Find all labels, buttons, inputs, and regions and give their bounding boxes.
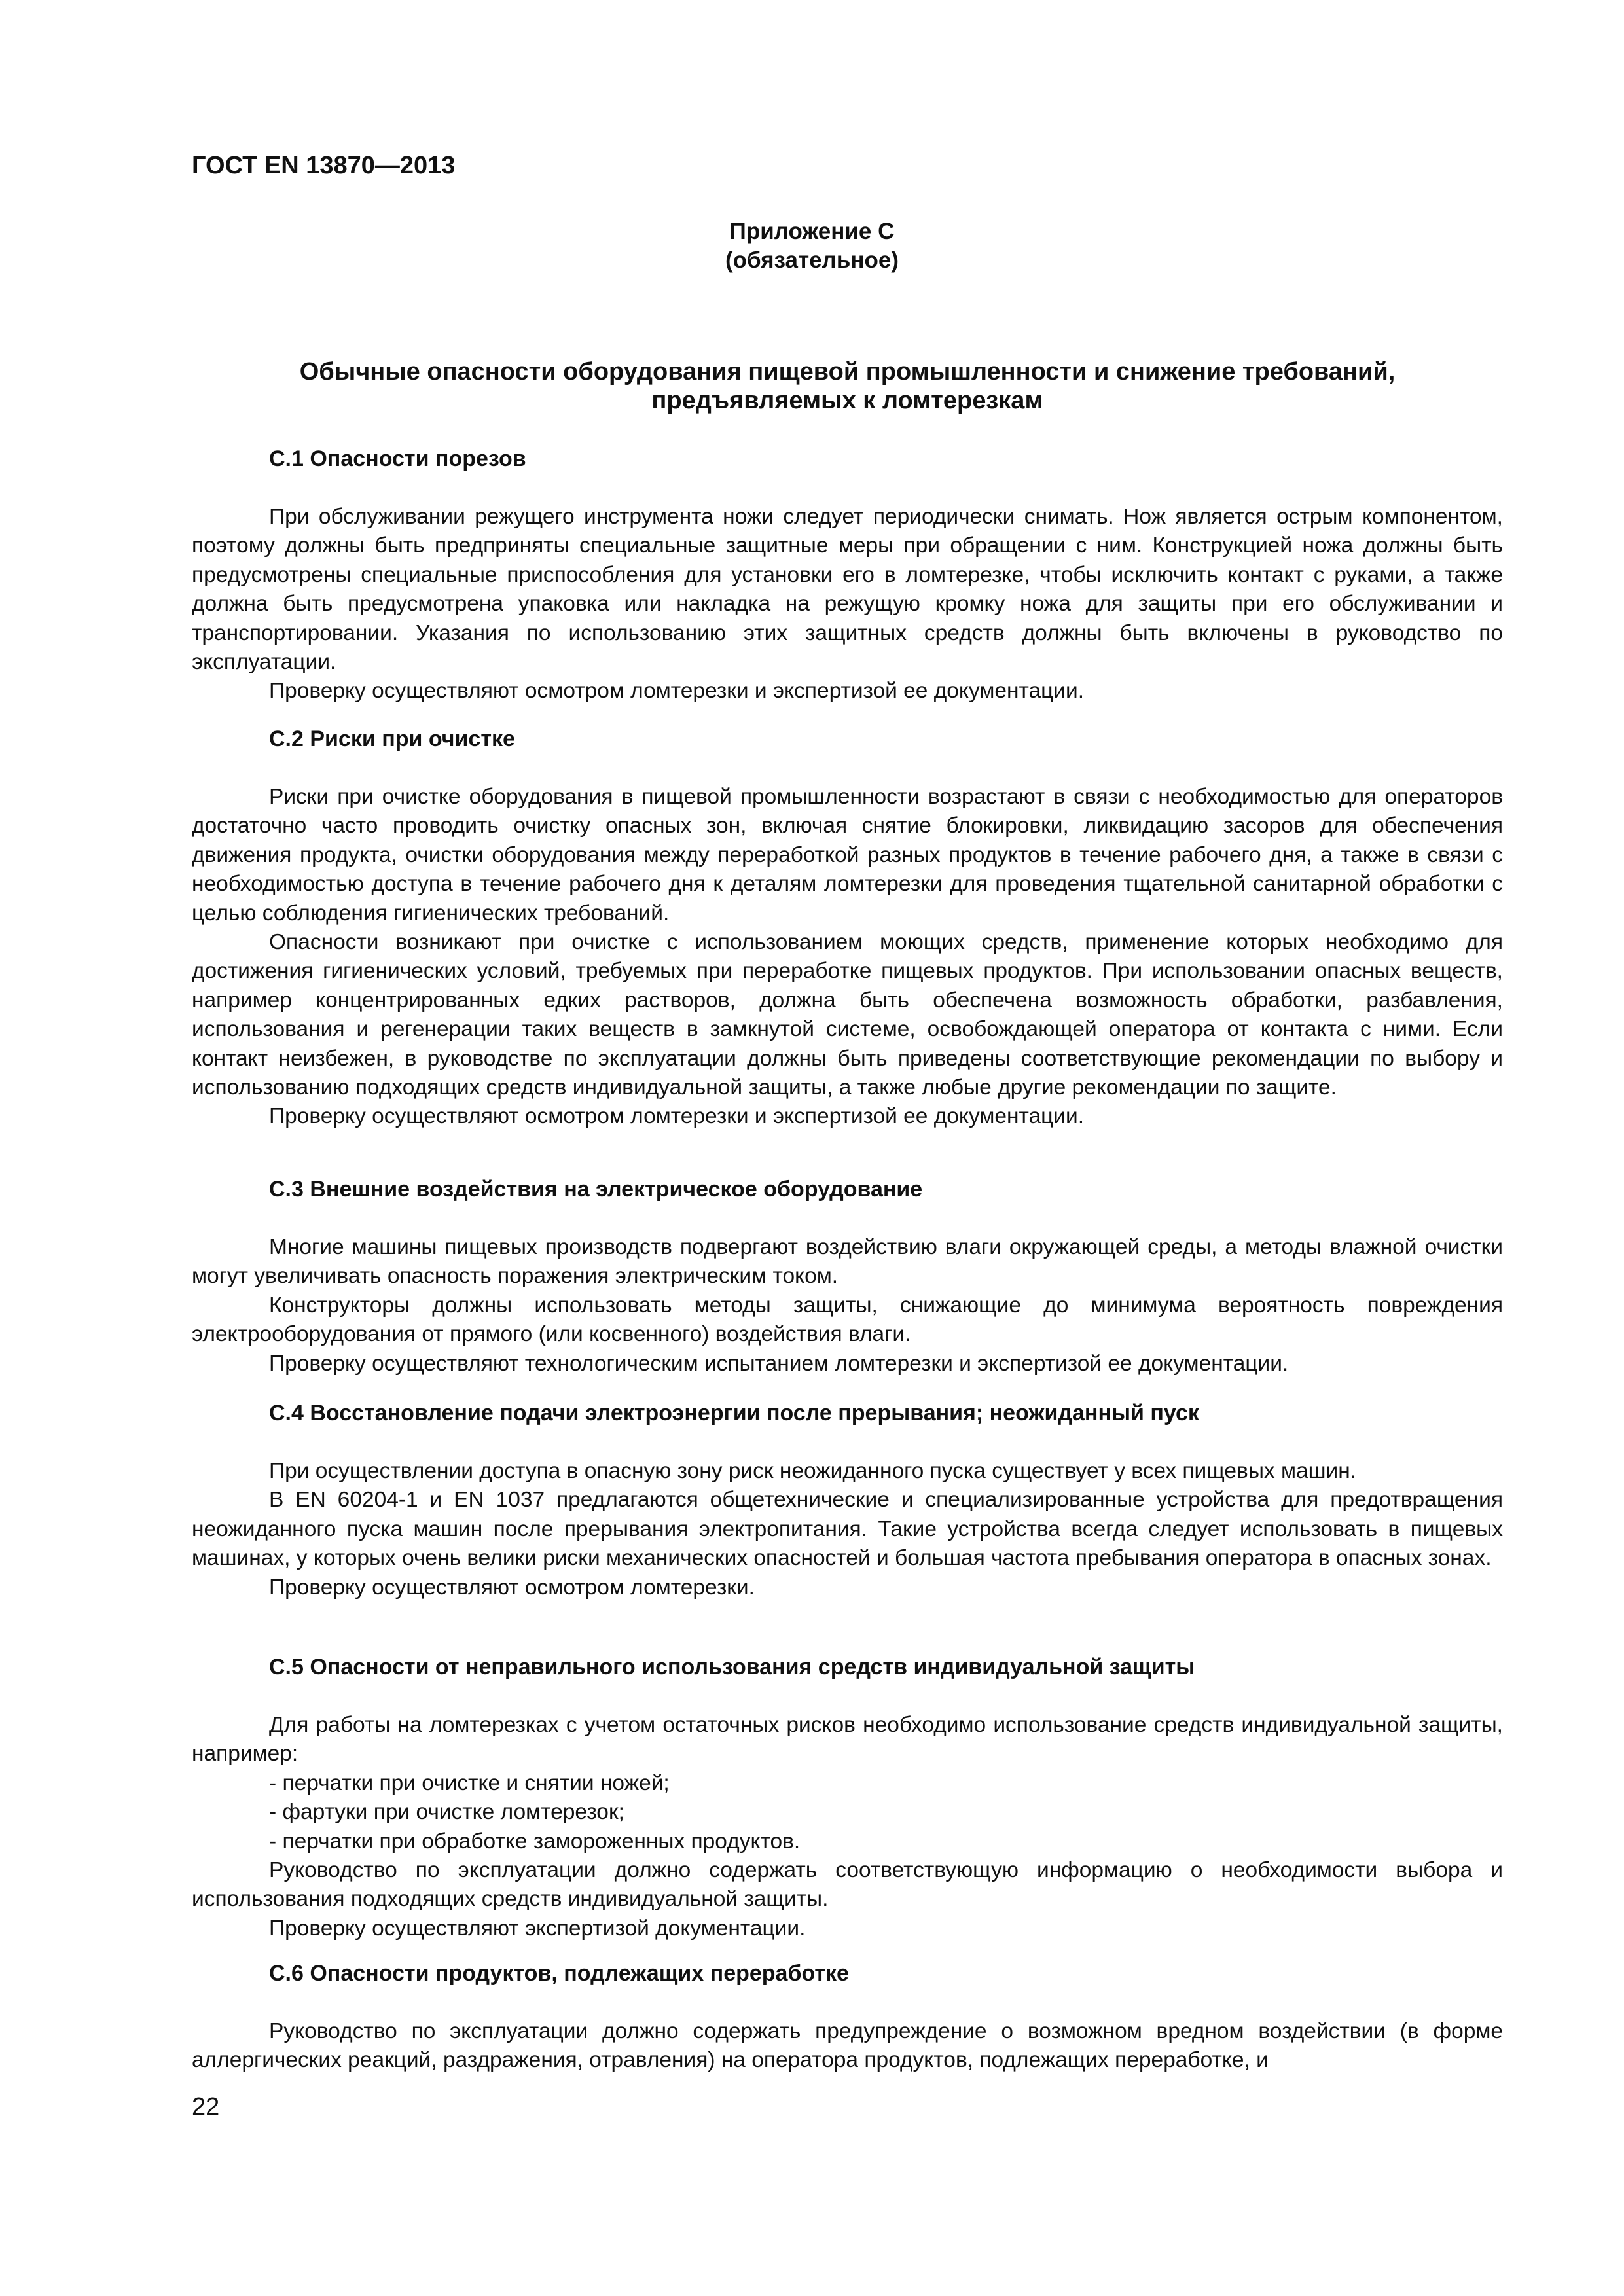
document-code: ГОСТ EN 13870—2013 [192,152,456,179]
paragraph: Руководство по эксплуатации должно содержать соответствующую информацию о необходимости выбора и использования подходящих средств индивидуальной защиты. [192,1858,1503,1912]
annex-title-line-2: предъявляемых к ломтерезкам [651,387,1043,414]
page-number: 22 [192,2093,220,2121]
annex-title [192,357,1503,415]
annex-status: (обязательное) [725,247,899,273]
list-item: - перчатки при обработке замороженных продуктов. [269,1829,801,1854]
paragraph: При осуществлении доступа в опасную зону риск неожиданного пуска существует у всех пищевых машин. [269,1459,1357,1483]
section-c6-text [192,2017,1503,2075]
section-heading-c1: С.1 Опасности порезов [269,446,526,471]
section-c3-text [192,1233,1503,1378]
section-heading-c2: С.2 Риски при очистке [269,726,515,751]
section-c1-text [192,503,1503,706]
paragraph: При обслуживании режущего инструмента ножи следует периодически снимать. Нож является острым компонентом, поэтому должны быть предприняты специальные защитные меры при обращении с ним. Конструкцией ножа должны быть предусмотрены специальные приспособления для установки его в ломтерезке, чтобы исключить контакт с руками, а также должна быть предусмотрена упаковка или накладка на режущую кромку ножа для защиты при его обслуживании и транспортировании. Указания по использованию этих защитных средств должны быть включены в руководство по эксплуатации. [192,505,1503,675]
annex-label: Приложение С [729,219,895,244]
paragraph: Многие машины пищевых производств подвергают воздействию влаги окружающей среды, а методы влажной очистки могут увеличивать опасность поражения электрическим током. [192,1235,1503,1289]
paragraph: Для работы на ломтерезках с учетом остаточных рисков необходимо использование средств индивидуальной защиты, например: [192,1713,1503,1767]
section-heading-c4: С.4 Восстановление подачи электроэнергии после прерывания; неожиданный пуск [269,1401,1199,1426]
list-item: - перчатки при очистке и снятии ножей; [269,1770,670,1795]
section-c2-text [192,783,1503,1132]
section-c5-text [192,1711,1503,1943]
paragraph: В EN 60204-1 и EN 1037 предлагаются общетехнические и специализированные устройства для предотвращения неожиданного пуска машин после прерывания электропитания. Такие устройства всегда следует использовать в пищевых машинах, у которых очень велики риски механических опасностей и большая частота пребывания оператора в опасных зонах. [192,1488,1503,1571]
section-heading-c6: С.6 Опасности продуктов, подлежащих переработке [269,1961,849,1986]
paragraph: Конструкторы должны использовать методы защиты, снижающие до минимума вероятность повреждения электрооборудования от прямого (или косвенного) воздействия влаги. [192,1293,1503,1347]
paragraph: Опасности возникают при очистке с использованием моющих средств, применение которых необходимо для достижения гигиенических условий, требуемых при переработке пищевых продуктов. При использовании опасных веществ, например концентрированных едких растворов, должна быть обеспечена возможность обработки, разбавления, использования и регенерации таких веществ в замкнутой системе, освобождающей оператора от контакта с ними. Если контакт неизбежен, в руководстве по эксплуатации должны быть приведены соответствующие рекомендации по выбору и использованию подходящих средств индивидуальной защиты, а также любые другие рекомендации по защите. [192,930,1503,1100]
annex-title-line-1: Обычные опасности оборудования пищевой промышленности и снижение требований, [299,358,1396,386]
annex-label-block [0,217,1624,275]
section-heading-c5: С.5 Опасности от неправильного использования средств индивидуальной защиты [269,1655,1195,1679]
paragraph: Риски при очистке оборудования в пищевой промышленности возрастают в связи с необходимостью для операторов достаточно часто проводить очистку опасных зон, включая снятие блокировки, ликвидацию засоров для обеспечения движения продукта, очистки оборудования между переработкой разных продуктов в течение рабочего дня, а также в связи с необходимостью доступа в течение рабочего дня к деталям ломтерезки для проведения тщательной санитарной обработки с целью соблюдения гигиенических требований. [192,785,1503,925]
paragraph: Проверку осуществляют осмотром ломтерезки и экспертизой ее документации. [269,679,1084,704]
section-heading-c3: С.3 Внешние воздействия на электрическое оборудование [269,1177,923,1202]
paragraph: Проверку осуществляют осмотром ломтерезки. [269,1575,755,1600]
paragraph: Проверку осуществляют осмотром ломтерезки и экспертизой ее документации. [269,1104,1084,1129]
section-c4-text [192,1457,1503,1602]
paragraph: Руководство по эксплуатации должно содержать предупреждение о возможном вредном воздействии (в форме аллергических реакций, раздражения, отравления) на оператора продуктов, подлежащих переработке, и [192,2019,1503,2073]
paragraph: Проверку осуществляют технологическим испытанием ломтерезки и экспертизой ее документации. [269,1351,1289,1376]
paragraph: Проверку осуществляют экспертизой документации. [269,1916,806,1941]
list-item: - фартуки при очистке ломтерезок; [269,1800,624,1825]
